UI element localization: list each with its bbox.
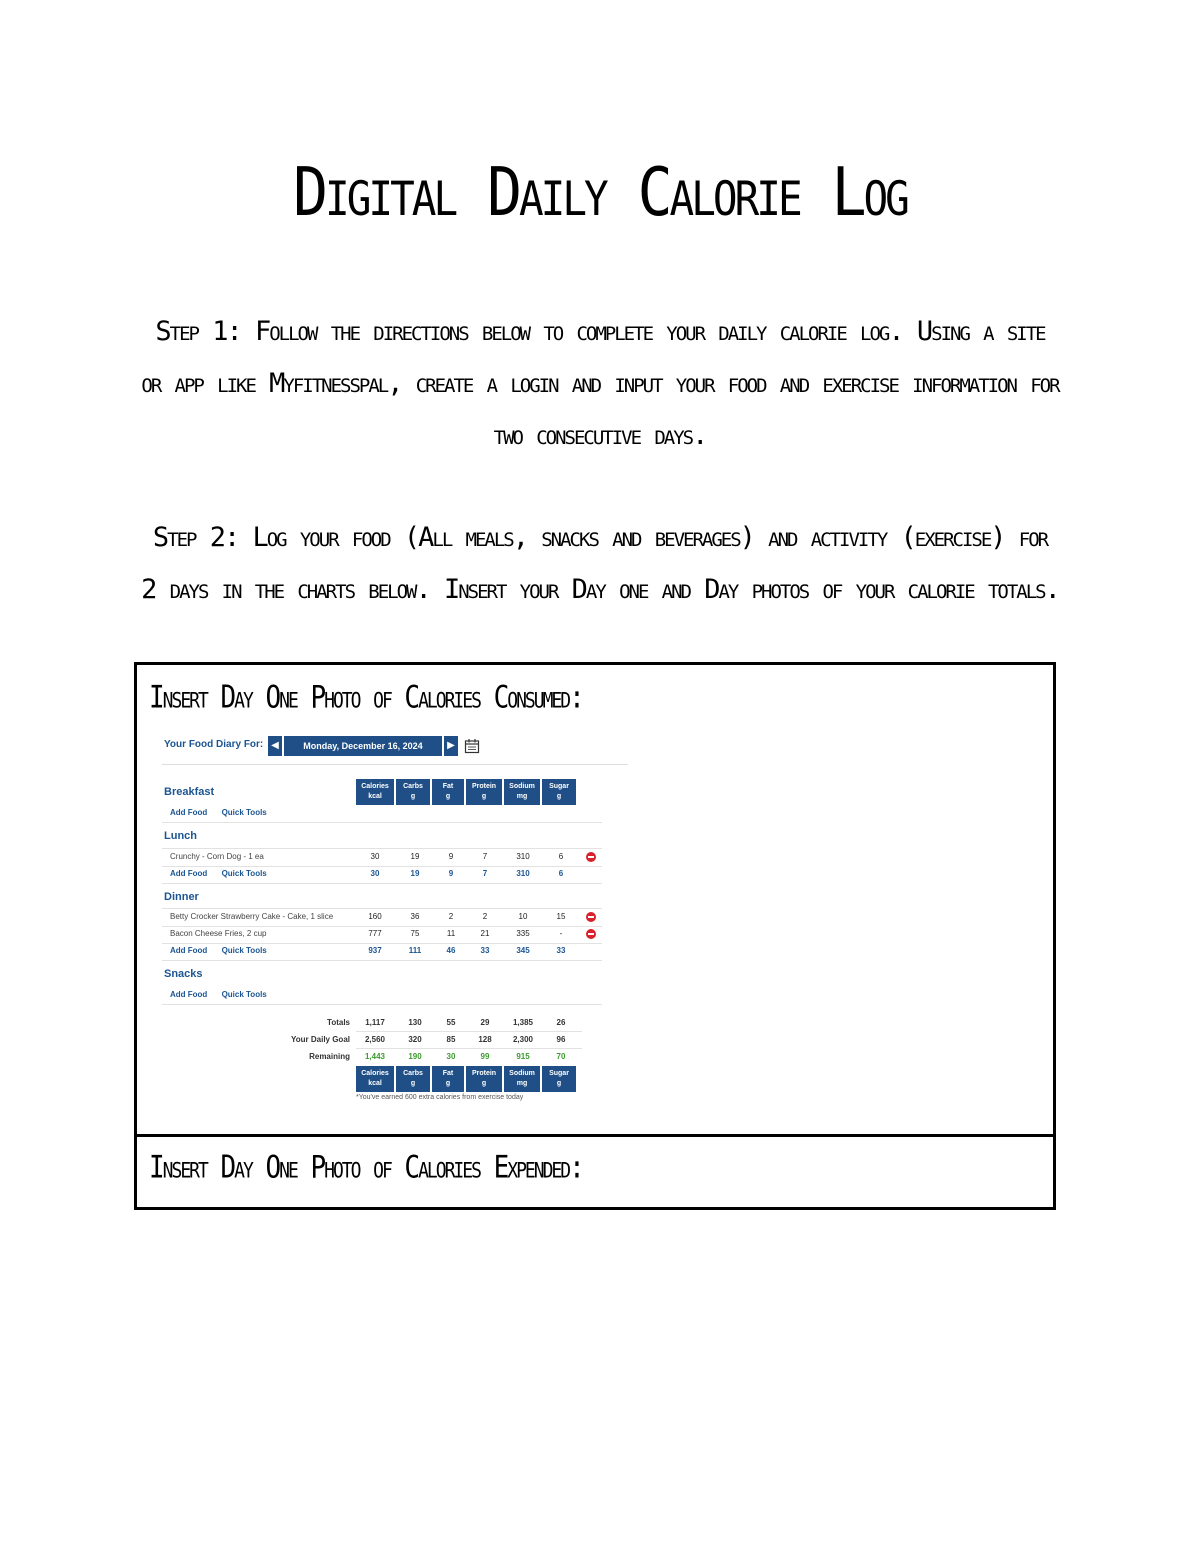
food-item-values: 160 36 2 2 10 15 <box>368 912 566 921</box>
column-headers-bottom <box>356 1066 582 1092</box>
calendar-icon[interactable] <box>464 738 480 754</box>
delete-icon[interactable] <box>586 929 596 939</box>
meal-lunch: Lunch <box>164 830 197 842</box>
food-item[interactable]: Betty Crocker Strawberry Cake - Cake, 1 slice <box>170 912 334 921</box>
arrow-left-icon[interactable]: ◀ <box>268 736 282 756</box>
food-item[interactable]: Bacon Cheese Fries, 2 cup <box>170 929 267 938</box>
col-carbs: Carbs g <box>396 1066 430 1092</box>
quick-tools-link[interactable]: Quick Tools <box>221 869 267 878</box>
day-one-consumed-label: Insert Day One Photo of Calories Consumed: <box>149 680 583 716</box>
row-divider <box>162 883 602 884</box>
col-calories: Calories kcal <box>356 779 394 805</box>
add-food-link[interactable]: Add Food <box>170 990 208 999</box>
page-title: Digital Daily Calorie Log <box>293 152 907 232</box>
food-item-values: 30 19 9 7 310 6 <box>370 852 564 861</box>
delete-icon[interactable] <box>586 852 596 862</box>
header-divider <box>162 764 628 765</box>
col-fat: Fat g <box>432 1066 464 1092</box>
remaining-label: Remaining <box>309 1052 350 1061</box>
col-protein: Protein g <box>466 779 502 805</box>
diary-for-label: Your Food Diary For: <box>164 739 264 750</box>
goal-values: 2,560 320 85 128 2,300 96 <box>364 1035 566 1044</box>
row-divider <box>162 960 602 961</box>
add-food-link[interactable]: Add Food <box>170 869 208 878</box>
food-diary-screenshot <box>162 728 632 1108</box>
col-fat: Fat g <box>432 779 464 805</box>
breakfast-links <box>170 808 279 817</box>
col-sodium: Sodium mg <box>504 1066 540 1092</box>
row-divider <box>162 866 602 867</box>
food-item-values: 777 75 11 21 335 - <box>368 929 563 938</box>
food-item[interactable]: Crunchy - Corn Dog - 1 ea <box>170 852 264 861</box>
col-protein: Protein g <box>466 1066 502 1092</box>
quick-tools-link[interactable]: Quick Tools <box>221 808 267 817</box>
day-one-expended-label: Insert Day One Photo of Calories Expended: <box>149 1150 583 1186</box>
col-calories: Calories kcal <box>356 1066 394 1092</box>
row-divider <box>162 848 602 849</box>
col-sugar: Sugar g <box>542 1066 576 1092</box>
row-divider <box>356 1048 582 1049</box>
snacks-links <box>170 990 279 999</box>
diary-date[interactable]: Monday, December 16, 2024 <box>284 736 442 756</box>
table-divider <box>137 1134 1053 1137</box>
column-headers-top <box>356 779 582 805</box>
diary-header <box>162 736 632 756</box>
quick-tools-link[interactable]: Quick Tools <box>221 990 267 999</box>
meal-snacks: Snacks <box>164 968 203 980</box>
goal-label: Your Daily Goal <box>291 1035 350 1044</box>
col-sugar: Sugar g <box>542 779 576 805</box>
row-divider <box>162 926 602 927</box>
col-carbs: Carbs g <box>396 779 430 805</box>
add-food-link[interactable]: Add Food <box>170 808 208 817</box>
add-food-link[interactable]: Add Food <box>170 946 208 955</box>
totals-label: Totals <box>327 1018 350 1027</box>
row-divider <box>162 943 602 944</box>
quick-tools-link[interactable]: Quick Tools <box>221 946 267 955</box>
delete-icon[interactable] <box>586 912 596 922</box>
meal-breakfast: Breakfast <box>164 786 215 798</box>
row-divider <box>162 822 602 823</box>
col-sodium: Sodium mg <box>504 779 540 805</box>
dinner-total: 937 111 46 33 345 33 <box>368 946 566 955</box>
remaining-values: 1,443 190 30 99 915 70 <box>364 1052 566 1061</box>
totals-values: 1,117 130 55 29 1,385 26 <box>365 1018 566 1027</box>
step-1-instructions: Step 1: Follow the directions below to complete your daily calorie log. Using a site or app like Myfitnesspal, create a login and input your food and exercise information for two consecutive days. <box>141 316 1059 451</box>
row-divider <box>356 1031 582 1032</box>
dinner-links <box>170 946 279 955</box>
row-divider <box>162 908 602 909</box>
lunch-total: 30 19 9 7 310 6 <box>370 869 564 878</box>
arrow-right-icon[interactable]: ▶ <box>444 736 458 756</box>
lunch-links <box>170 869 279 878</box>
meal-dinner: Dinner <box>164 891 199 903</box>
row-divider <box>162 1004 602 1005</box>
exercise-note: *You've earned 600 extra calories from exercise today <box>356 1094 524 1101</box>
step-2-instructions: Step 2: Log your food (All meals, snacks and beverages) and activity (exercise) for 2 days in the charts below. Insert your Day one and Day photos of your calorie totals. <box>141 522 1059 605</box>
